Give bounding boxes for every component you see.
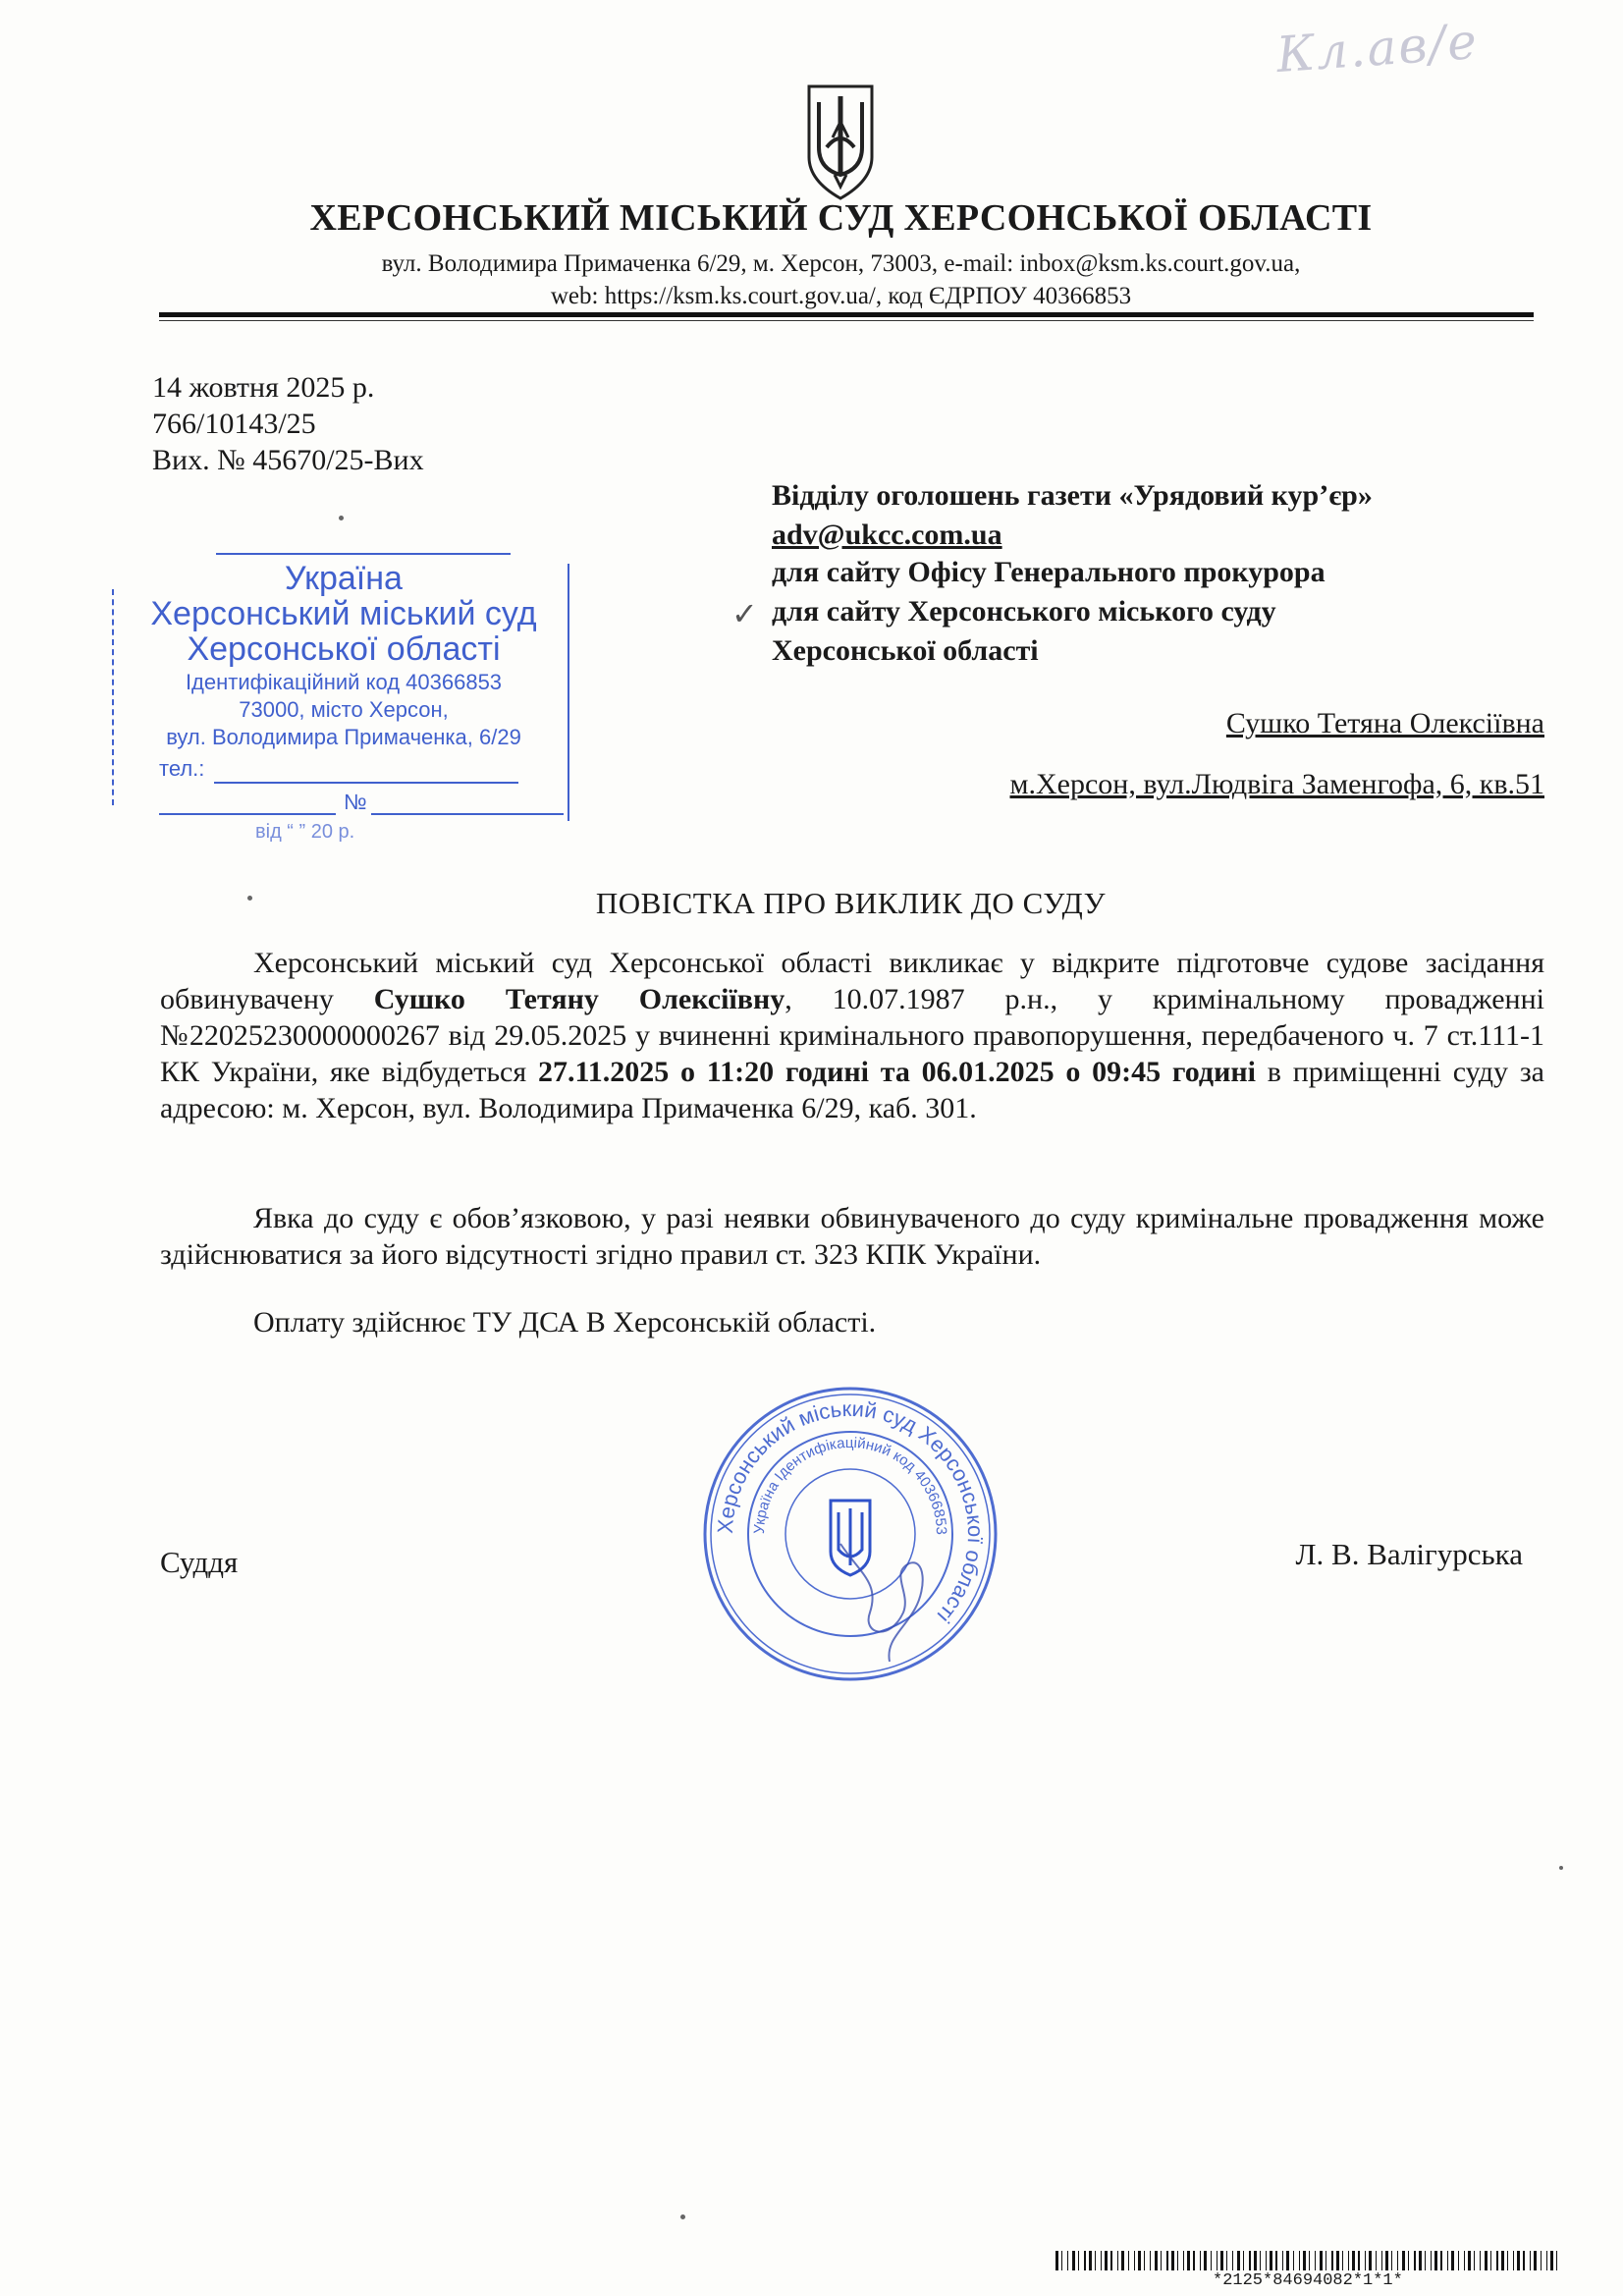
barcode-bar <box>1171 2251 1174 2270</box>
recipient-newspaper: Відділу оголошень газети «Урядовий кур’єр» <box>772 479 1373 512</box>
barcode-text: *2125*84694082*1*1* <box>1213 2271 1403 2290</box>
barcode-bar <box>1336 2251 1339 2270</box>
barcode-bar <box>1541 2251 1542 2270</box>
barcode-bar <box>1226 2251 1227 2270</box>
case-number: 766/10143/25 <box>152 408 316 440</box>
summons-text-a: Херсонський міський суд Херсонської області викликає у відкрите підготовче судове засідання обвинувачену <box>160 947 1544 1015</box>
barcode-bar <box>1117 2251 1118 2270</box>
barcode-bar <box>1425 2251 1426 2270</box>
barcode-bar <box>1550 2251 1553 2270</box>
barcode-bar <box>1474 2251 1475 2270</box>
barcode-bar <box>1095 2251 1096 2270</box>
barcode-bar <box>1358 2251 1360 2270</box>
judge-label: Суддя <box>160 1545 239 1579</box>
payment-text: Оплату здійснює ТУ ДСА В Херсонській області. <box>253 1306 877 1339</box>
barcode-bar <box>1249 2251 1251 2270</box>
stamp-border-top <box>216 553 511 555</box>
barcode-bar <box>1254 2251 1257 2270</box>
stamp-phone-label: тел.: <box>159 756 205 781</box>
trident-emblem-icon <box>805 79 876 202</box>
barcode-bar <box>1084 2251 1086 2270</box>
recipient-court-site-region: Херсонської області <box>772 634 1039 667</box>
barcode-bar <box>1517 2251 1520 2270</box>
barcode-bar <box>1352 2251 1355 2270</box>
check-icon: ✓ <box>731 595 758 632</box>
round-seal <box>693 1377 1007 1691</box>
barcode-bar <box>1530 2251 1531 2270</box>
barcode-bar <box>1110 2251 1112 2270</box>
barcode-bar <box>1187 2251 1190 2270</box>
barcode-bar <box>1325 2251 1326 2270</box>
stamp-street: вул. Володимира Примаченка, 6/29 <box>166 725 521 749</box>
barcode-bar <box>1105 2251 1108 2270</box>
barcode-bar <box>1507 2251 1508 2270</box>
stamp-id-code: Ідентифікаційний код 40366853 <box>185 670 503 694</box>
barcode-bar <box>1434 2251 1437 2270</box>
barcode-bar <box>1155 2251 1158 2270</box>
summons-text-c: в приміщенні суду за адресою: м. Херсон, вул. Володимира Примаченка 6/29, каб. 301. <box>160 1056 1544 1124</box>
barcode-bar <box>1293 2251 1294 2270</box>
barcode-bar <box>1089 2251 1092 2270</box>
barcode-bar <box>1431 2251 1432 2270</box>
barcode-bar <box>1299 2251 1300 2270</box>
seal-inner-text: Україна Ідентифікаційний код 40366853 <box>750 1434 950 1536</box>
barcode-bar <box>1138 2251 1141 2270</box>
document-date: 14 жовтня 2025 р. <box>152 371 375 404</box>
barcode-bar <box>1523 2251 1525 2270</box>
barcode-bar <box>1480 2251 1481 2270</box>
stamp-phone-line <box>214 782 518 784</box>
summons-text-b: , 10.07.1987 р.н., у кримінальному провадженні №22025230000000267 від 29.05.2025 у вчиненні кримінального правопорушення, передбаченого ч. 7 ст.111-1 КК України, яке відбудеться <box>160 983 1544 1088</box>
stamp-city: 73000, місто Херсон, <box>239 697 449 722</box>
barcode-bar <box>1286 2251 1289 2270</box>
barcode-bar <box>1408 2251 1409 2270</box>
barcode-bar <box>1320 2251 1323 2270</box>
barcode-bar <box>1464 2251 1465 2270</box>
stamp-region: Херсонської області <box>187 630 501 668</box>
barcode-bar <box>1331 2251 1333 2270</box>
barcode-bar <box>1440 2251 1442 2270</box>
barcode-bar <box>1220 2251 1223 2270</box>
accused-name: Сушко Тетяну Олексіївну <box>373 983 785 1015</box>
barcode-bar <box>1419 2251 1422 2270</box>
stamp-court: Херсонський міський суд <box>150 595 537 632</box>
header-divider <box>159 312 1534 317</box>
addressee-address: м.Херсон, вул.Людвіга Заменгофа, 6, кв.51 <box>1009 768 1544 800</box>
barcode-bar <box>1546 2251 1547 2270</box>
barcode-bar <box>1451 2251 1454 2270</box>
signature-scribble <box>840 1544 923 1662</box>
handwritten-mark: Кл.ав/е <box>1274 12 1481 84</box>
barcode-bar <box>1061 2251 1062 2270</box>
barcode-bar <box>1055 2251 1058 2270</box>
barcode-bar <box>1447 2251 1448 2270</box>
barcode-bar <box>1211 2251 1212 2270</box>
barcode-bar <box>1177 2251 1178 2270</box>
barcode-bar <box>1166 2251 1168 2270</box>
stamp-number-line <box>371 813 564 815</box>
stamp-number-line-left <box>159 813 336 815</box>
barcode-bar <box>1144 2251 1145 2270</box>
barcode-bar <box>1183 2251 1184 2270</box>
scan-speck <box>1559 1866 1563 1870</box>
barcode-bar <box>1067 2251 1068 2270</box>
barcode-bar <box>1275 2251 1277 2270</box>
stamp-number-label: № <box>344 790 367 814</box>
summons-paragraph <box>160 945 1544 1126</box>
barcode-bar <box>1556 2251 1557 2270</box>
header-divider-thin <box>159 320 1534 321</box>
court-stamp <box>108 550 579 845</box>
scan-speck <box>680 2214 685 2219</box>
barcode-bar <box>1365 2251 1366 2270</box>
barcode-bar <box>1397 2251 1398 2270</box>
scan-speck <box>339 516 344 520</box>
attendance-text: Явка до суду є обов’язковою, у разі неявки обвинуваченого до суду кримінальне провадження може здійснюватися за його відсутності згідно правил ст. 323 КПК України. <box>160 1202 1544 1271</box>
barcode-bar <box>1496 2251 1498 2270</box>
barcode-bar <box>1101 2251 1102 2270</box>
barcode-bar <box>1128 2251 1129 2270</box>
barcode-bar <box>1266 2251 1267 2270</box>
judge-name: Л. В. Валігурська <box>1295 1537 1523 1571</box>
barcode-bar <box>1121 2251 1124 2270</box>
barcode-bar <box>1243 2251 1244 2270</box>
barcode-bar <box>1369 2251 1372 2270</box>
barcode-bar <box>1490 2251 1491 2270</box>
hearing-dates: 27.11.2025 о 11:20 годині та 06.01.2025 о 09:45 годині <box>537 1056 1257 1088</box>
recipient-email: adv@ukcc.com.ua <box>772 519 1002 551</box>
barcode-bar <box>1072 2251 1075 2270</box>
barcode-bar <box>1078 2251 1079 2270</box>
stamp-country: Україна <box>285 560 403 597</box>
barcode-bar <box>1468 2251 1471 2270</box>
court-name: ХЕРСОНСЬКИЙ МІСЬКИЙ СУД ХЕРСОНСЬКОЇ ОБЛАСТІ <box>309 197 1373 239</box>
barcode-bar <box>1204 2251 1207 2270</box>
recipient-court-site: для сайту Херсонського міського суду <box>772 595 1276 628</box>
barcode-bar <box>1161 2251 1162 2270</box>
attendance-paragraph <box>160 1200 1544 1273</box>
recipient-prosecutor-site: для сайту Офісу Генерального прокурора <box>772 556 1325 588</box>
barcode-bar <box>1282 2251 1283 2270</box>
barcode-bar <box>1232 2251 1233 2270</box>
barcode-bar <box>1501 2251 1504 2270</box>
barcode-bar <box>1391 2251 1392 2270</box>
barcode-bar <box>1381 2251 1382 2270</box>
barcode <box>1055 2251 1561 2270</box>
addressee-name: Сушко Тетяна Олексіївна <box>1225 707 1544 739</box>
barcode-bar <box>1534 2251 1537 2270</box>
barcode-bar <box>1150 2251 1151 2270</box>
barcode-bar <box>1303 2251 1306 2270</box>
payment-paragraph <box>160 1304 1544 1340</box>
scan-speck <box>247 896 252 901</box>
seal-ring-text: Херсонський міський суд Херсонської області <box>712 1395 989 1628</box>
document-title: ПОВІСТКА ПРО ВИКЛИК ДО СУДУ <box>595 886 1107 920</box>
stamp-date-label: від “ ” 20 р. <box>255 821 355 843</box>
barcode-bar <box>1402 2251 1405 2270</box>
barcode-bar <box>1237 2251 1240 2270</box>
barcode-bar <box>1134 2251 1135 2270</box>
barcode-bar <box>1385 2251 1388 2270</box>
court-address: вул. Володимира Примаченка 6/29, м. Херсон, 73003, e-mail: inbox@ksm.ks.court.gov.ua, <box>381 250 1301 277</box>
barcode-bar <box>1348 2251 1349 2270</box>
barcode-bar <box>1485 2251 1488 2270</box>
barcode-bar <box>1309 2251 1310 2270</box>
barcode-bar <box>1376 2251 1377 2270</box>
barcode-bar <box>1414 2251 1416 2270</box>
barcode-bar <box>1193 2251 1195 2270</box>
seal-emblem-icon <box>831 1501 870 1575</box>
court-web-code: web: https://ksm.ks.court.gov.ua/, код ЄДРПОУ 40366853 <box>550 283 1132 309</box>
barcode-bar <box>1458 2251 1459 2270</box>
barcode-bar <box>1513 2251 1514 2270</box>
outgoing-number: Вих. № 45670/25-Вих <box>152 444 424 476</box>
barcode-bar <box>1315 2251 1316 2270</box>
barcode-bar <box>1342 2251 1343 2270</box>
barcode-bar <box>1270 2251 1272 2270</box>
barcode-bar <box>1200 2251 1201 2270</box>
barcode-bar <box>1260 2251 1261 2270</box>
